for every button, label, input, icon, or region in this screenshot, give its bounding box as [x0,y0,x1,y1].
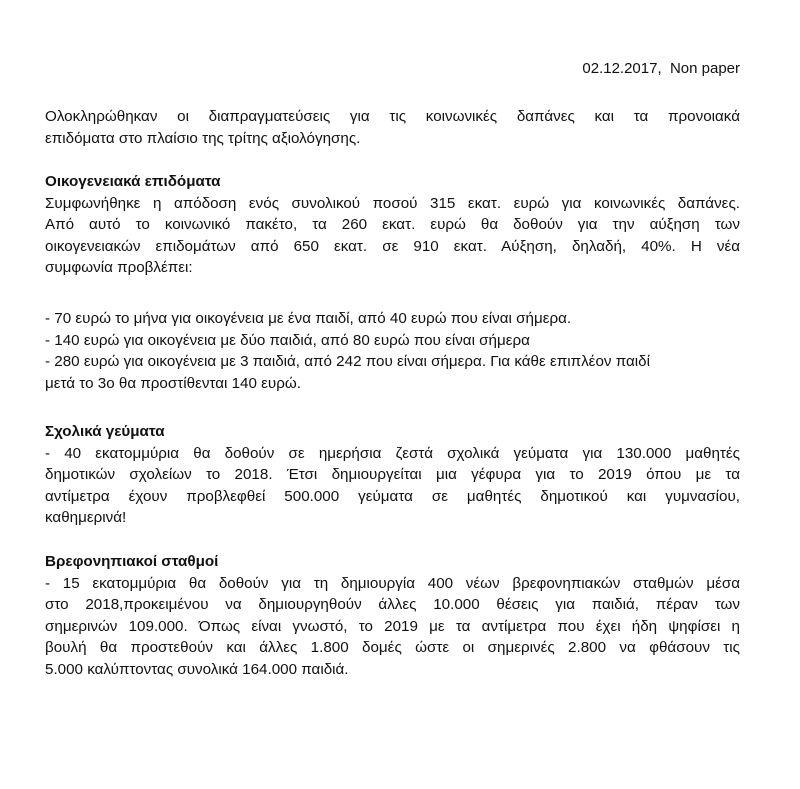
paragraph-line: καθημερινά! [45,509,127,526]
paragraph-line: - 40 εκατομμύρια θα δοθούν σε ημερήσια ζεστά σχολικά γεύματα για 130.000 μαθητές [45,444,740,462]
paragraph-line: οικογενειακών επιδομάτων από 650 εκατ. σε 910 εκατ. Αύξηση, δηλαδή, 40%. Η νέα [45,237,740,255]
paragraph-line: στο 2018,προκειμένου να δημιουργηθούν άλλες 10.000 θέσεις για παιδιά, πέραν των [45,596,740,613]
intro-line: επιδόματα στο πλαίσιο της τρίτης αξιολόγησης. [45,129,361,147]
paragraph-line: Από αυτό το κοινωνικό πακέτο, τα 260 εκατ. ευρώ θα δοθούν για την αύξηση των [45,216,740,233]
list-item: μετά το 3ο θα προστίθενται 140 ευρώ. [45,374,301,392]
section-nurseries [45,551,740,680]
intro-paragraph [45,106,740,149]
list-item: - 70 ευρώ το μήνα για οικογένεια με ένα παιδί, από 40 ευρώ που είναι σήμερα. [45,310,572,327]
date-line: 02.12.2017, Non paper [582,60,740,77]
intro-line: Ολοκληρώθηκαν οι διαπραγματεύσεις για τις κοινωνικές δαπάνες και τα προνοιακά [45,108,740,125]
paragraph-line: Συμφωνήθηκε η απόδοση ενός συνολικού ποσού 315 εκατ. ευρώ για κοινωνικές δαπάνες. [45,194,740,212]
allowance-list [45,308,740,394]
paragraph-line: βουλή θα προστεθούν και άλλες 1.800 δομές ώστε οι σημερινές 2.800 να φθάσουν τις [45,639,740,656]
paragraph-line: σημερινών 109.000. Όπως είναι γνωστό, το 2019 με τα αντίμετρα που έχει ήδη ψηφίσει η [45,617,740,635]
section-heading: Σχολικά γεύματα [45,423,165,440]
paragraph-line: 5.000 καλύπτοντας συνολικά 164.000 παιδιά. [45,660,349,678]
section-heading: Βρεφονηπιακοί σταθμοί [45,553,219,570]
paragraph-line: - 15 εκατομμύρια θα δοθούν για τη δημιουργία 400 νέων βρεφονηπιακών σταθμών μέσα [45,574,740,592]
paragraph-line: συμφωνία προβλέπει: [45,259,193,276]
paragraph-line: δημοτικών σχολείων το 2018. Έτσι δημιουργείται μια γέφυρα για το 2019 όπου με τα [45,466,740,483]
section-family-allowances [45,171,740,279]
section-heading: Οικογενειακά επιδόματα [45,173,221,190]
list-item: - 280 ευρώ για οικογένεια με 3 παιδιά, από 242 που είναι σήμερα. Για κάθε επιπλέον παιδί [45,353,650,370]
section-school-meals [45,421,740,529]
list-item: - 140 ευρώ για οικογένεια με δύο παιδιά, από 80 ευρώ που είναι σήμερα [45,331,530,349]
paragraph-line: αντίμετρα έχουν προβλεφθεί 500.000 γεύματα σε μαθητές δημοτικού και γυμνασίου, [45,487,740,505]
